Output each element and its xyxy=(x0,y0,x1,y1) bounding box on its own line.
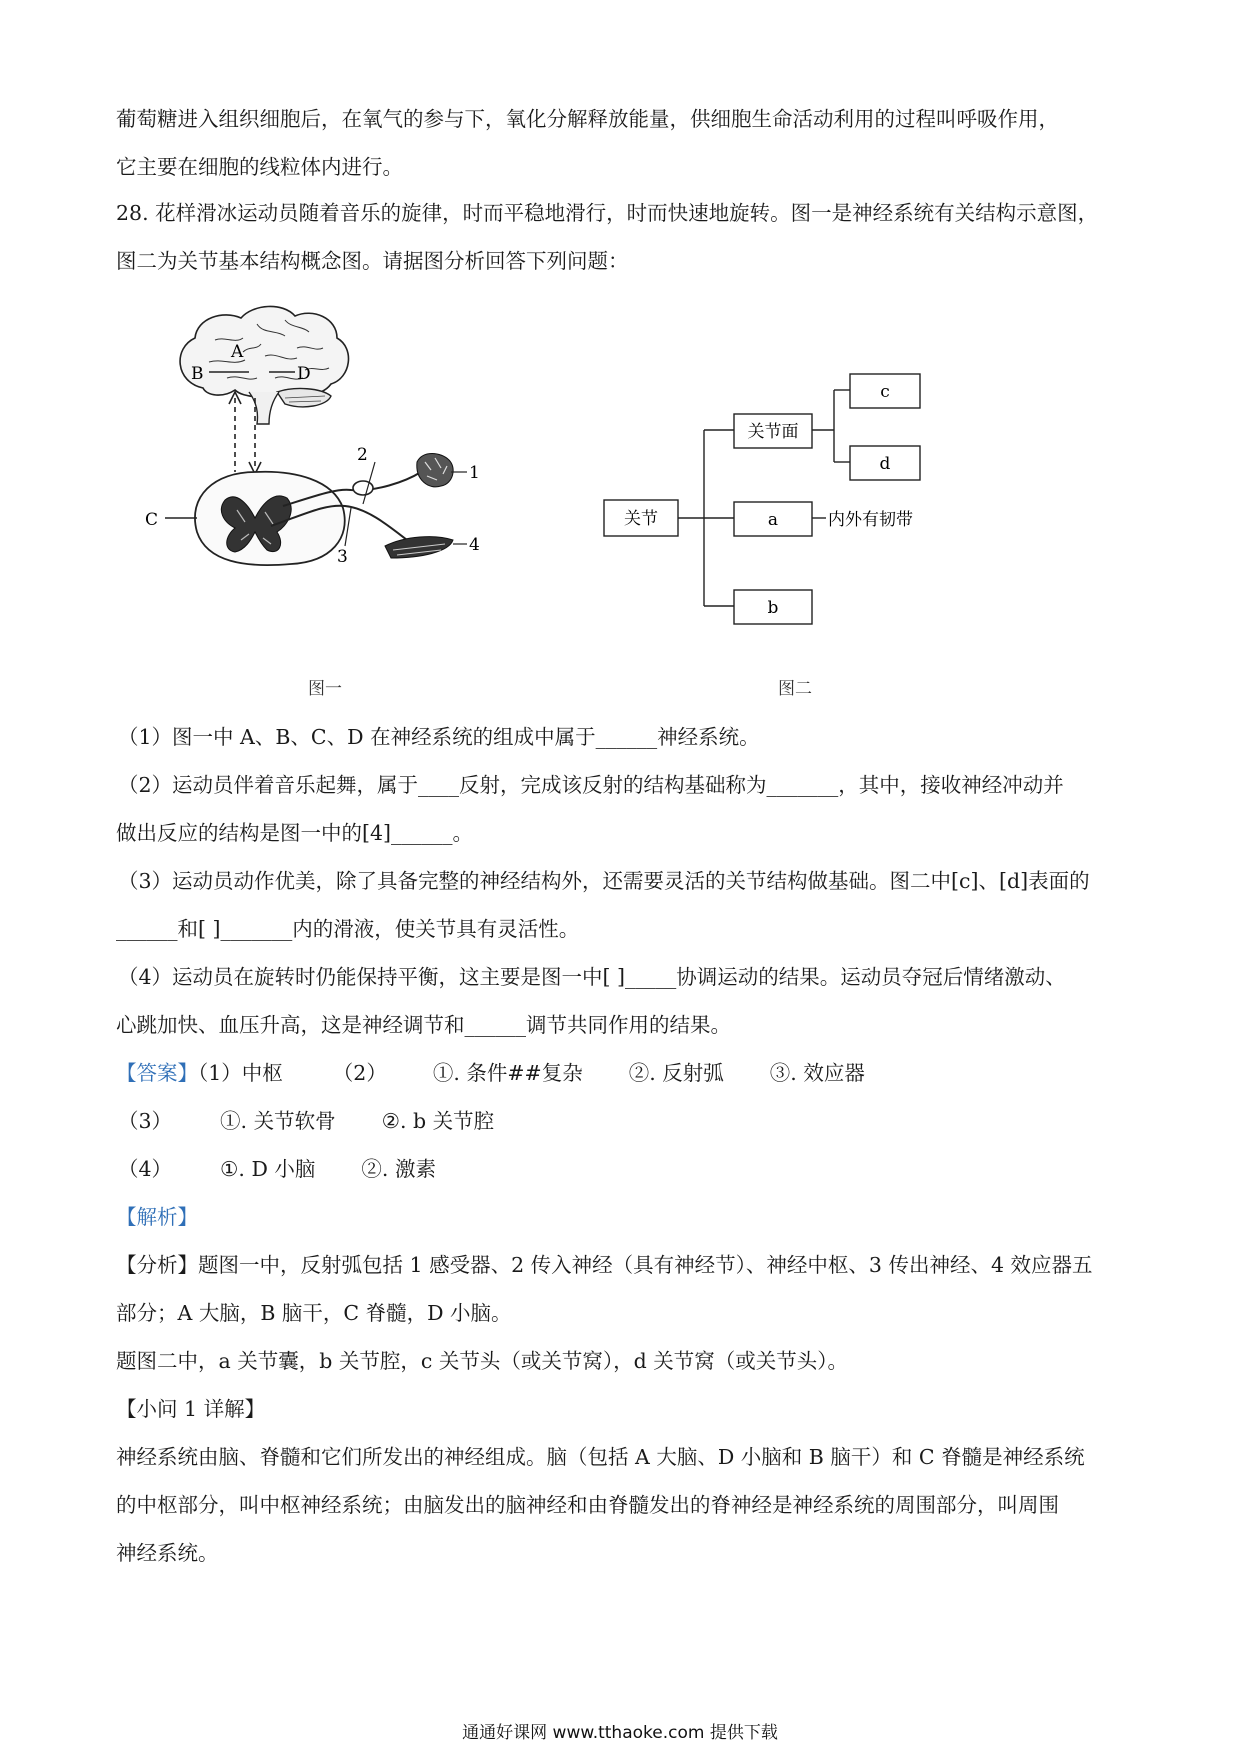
node-d: d xyxy=(879,454,891,474)
label-D: D xyxy=(297,364,311,384)
sub-question-3-line-1: （3）运动员动作优美，除了具备完整的神经结构外，还需要灵活的关节结构做基础。图二中[c]、[d]表面的 xyxy=(118,869,1090,893)
analysis-para-2: 题图二中，a 关节囊，b 关节腔，c 关节头（或关节窝），d 关节窝（或关节头）。 xyxy=(116,1349,849,1373)
receptor-illustration xyxy=(417,454,453,487)
label-B: B xyxy=(191,364,204,384)
figure-2-joint-concept-map xyxy=(600,370,940,640)
answer-4-label: （4） xyxy=(118,1157,173,1181)
figure-1-caption: 图一 xyxy=(308,679,342,699)
analysis-para-3-line-2: 的中枢部分，叫中枢神经系统；由脑发出的脑神经和由脊髓发出的脊神经是神经系统的周围部分，叫周围 xyxy=(116,1493,1059,1517)
analysis-para-3-line-3: 神经系统。 xyxy=(116,1541,219,1565)
analysis-para-1-line-1: 【分析】题图一中，反射弧包括 1 感受器、2 传入神经（具有神经节）、神经中枢、3 传出神经、4 效应器五 xyxy=(116,1253,1093,1277)
figure-1-nervous-system xyxy=(145,300,565,630)
answer-3-2: ②. b 关节腔 xyxy=(381,1109,495,1133)
answer-1: （1）中枢 xyxy=(198,1061,283,1085)
answer-3-label: （3） xyxy=(118,1109,173,1133)
label-4: 4 xyxy=(469,535,480,555)
page-footer: 通通好课网 www.tthaoke.com 提供下载 xyxy=(462,1723,778,1743)
sub-question-1: （1）图一中 A、B、C、D 在神经系统的组成中属于______神经系统。 xyxy=(118,725,760,749)
effector-illustration xyxy=(385,537,453,558)
intro-line-1: 葡萄糖进入组织细胞后，在氧气的参与下，氧化分解释放能量，供细胞生命活动利用的过程叫呼吸作用， xyxy=(116,107,1059,131)
sub-question-4-line-2: 心跳加快、血压升高，这是神经调节和______调节共同作用的结果。 xyxy=(116,1013,731,1037)
answer-2-1: ①. 条件##复杂 xyxy=(432,1061,583,1085)
sub-question-4-line-1: （4）运动员在旋转时仍能保持平衡，这主要是图一中[ ]_____协调运动的结果。运动员夺冠后情绪激动、 xyxy=(118,965,1066,989)
sub-question-3-line-2: ______和[ ]_______内的滑液，使关节具有灵活性。 xyxy=(116,917,580,941)
question-stem-line-1: 28. 花样滑冰运动员随着音乐的旋律，时而平稳地滑行，时而快速地旋转。图一是神经系统有关结构示意图， xyxy=(116,201,1099,225)
analysis-tag: 【解析】 xyxy=(116,1205,198,1229)
answer-row-2 xyxy=(118,1106,1138,1136)
intro-line-2: 它主要在细胞的线粒体内进行。 xyxy=(116,155,403,179)
label-1: 1 xyxy=(469,463,480,483)
node-c: c xyxy=(880,382,890,402)
spinal-cord-illustration xyxy=(195,472,345,565)
answer-3-1: ①. 关节软骨 xyxy=(220,1109,336,1133)
sub-question-2-line-2: 做出反应的结构是图一中的[4]______。 xyxy=(116,821,474,845)
node-a: a xyxy=(767,510,779,530)
figure-2-caption: 图二 xyxy=(778,679,812,699)
answer-2-2: ②. 反射弧 xyxy=(628,1061,724,1085)
label-C: C xyxy=(145,510,159,530)
analysis-para-1-line-2: 部分；A 大脑，B 脑干，C 脊髓，D 小脑。 xyxy=(116,1301,512,1325)
sub-question-1-heading: 【小问 1 详解】 xyxy=(116,1397,266,1421)
brain-illustration xyxy=(180,306,348,424)
node-a-note: 内外有韧带 xyxy=(828,510,913,530)
node-articular-surface: 关节面 xyxy=(747,422,799,442)
question-stem-line-2: 图二为关节基本结构概念图。请据图分析回答下列问题： xyxy=(116,249,629,273)
sub-question-2-line-1: （2）运动员伴着音乐起舞，属于____反射，完成该反射的结构基础称为_______，其中，接收神经冲动并 xyxy=(118,773,1064,797)
answer-2-label: （2） xyxy=(332,1061,387,1085)
answer-row-3 xyxy=(118,1154,1138,1184)
answer-2-3: ③. 效应器 xyxy=(769,1061,865,1085)
answer-tag: 【答案】 xyxy=(116,1061,198,1085)
node-joint: 关节 xyxy=(624,509,658,529)
label-3: 3 xyxy=(337,547,348,567)
node-b: b xyxy=(767,598,779,618)
label-2: 2 xyxy=(357,445,368,465)
analysis-para-3-line-1: 神经系统由脑、脊髓和它们所发出的神经组成。脑（包括 A 大脑、D 小脑和 B 脑干）和 C 脊髓是神经系统 xyxy=(116,1445,1085,1469)
answer-4-2: ②. 激素 xyxy=(361,1157,436,1181)
label-A: A xyxy=(231,342,244,362)
answer-row-1 xyxy=(116,1058,1136,1088)
answer-4-1: ①. D 小脑 xyxy=(220,1157,316,1181)
